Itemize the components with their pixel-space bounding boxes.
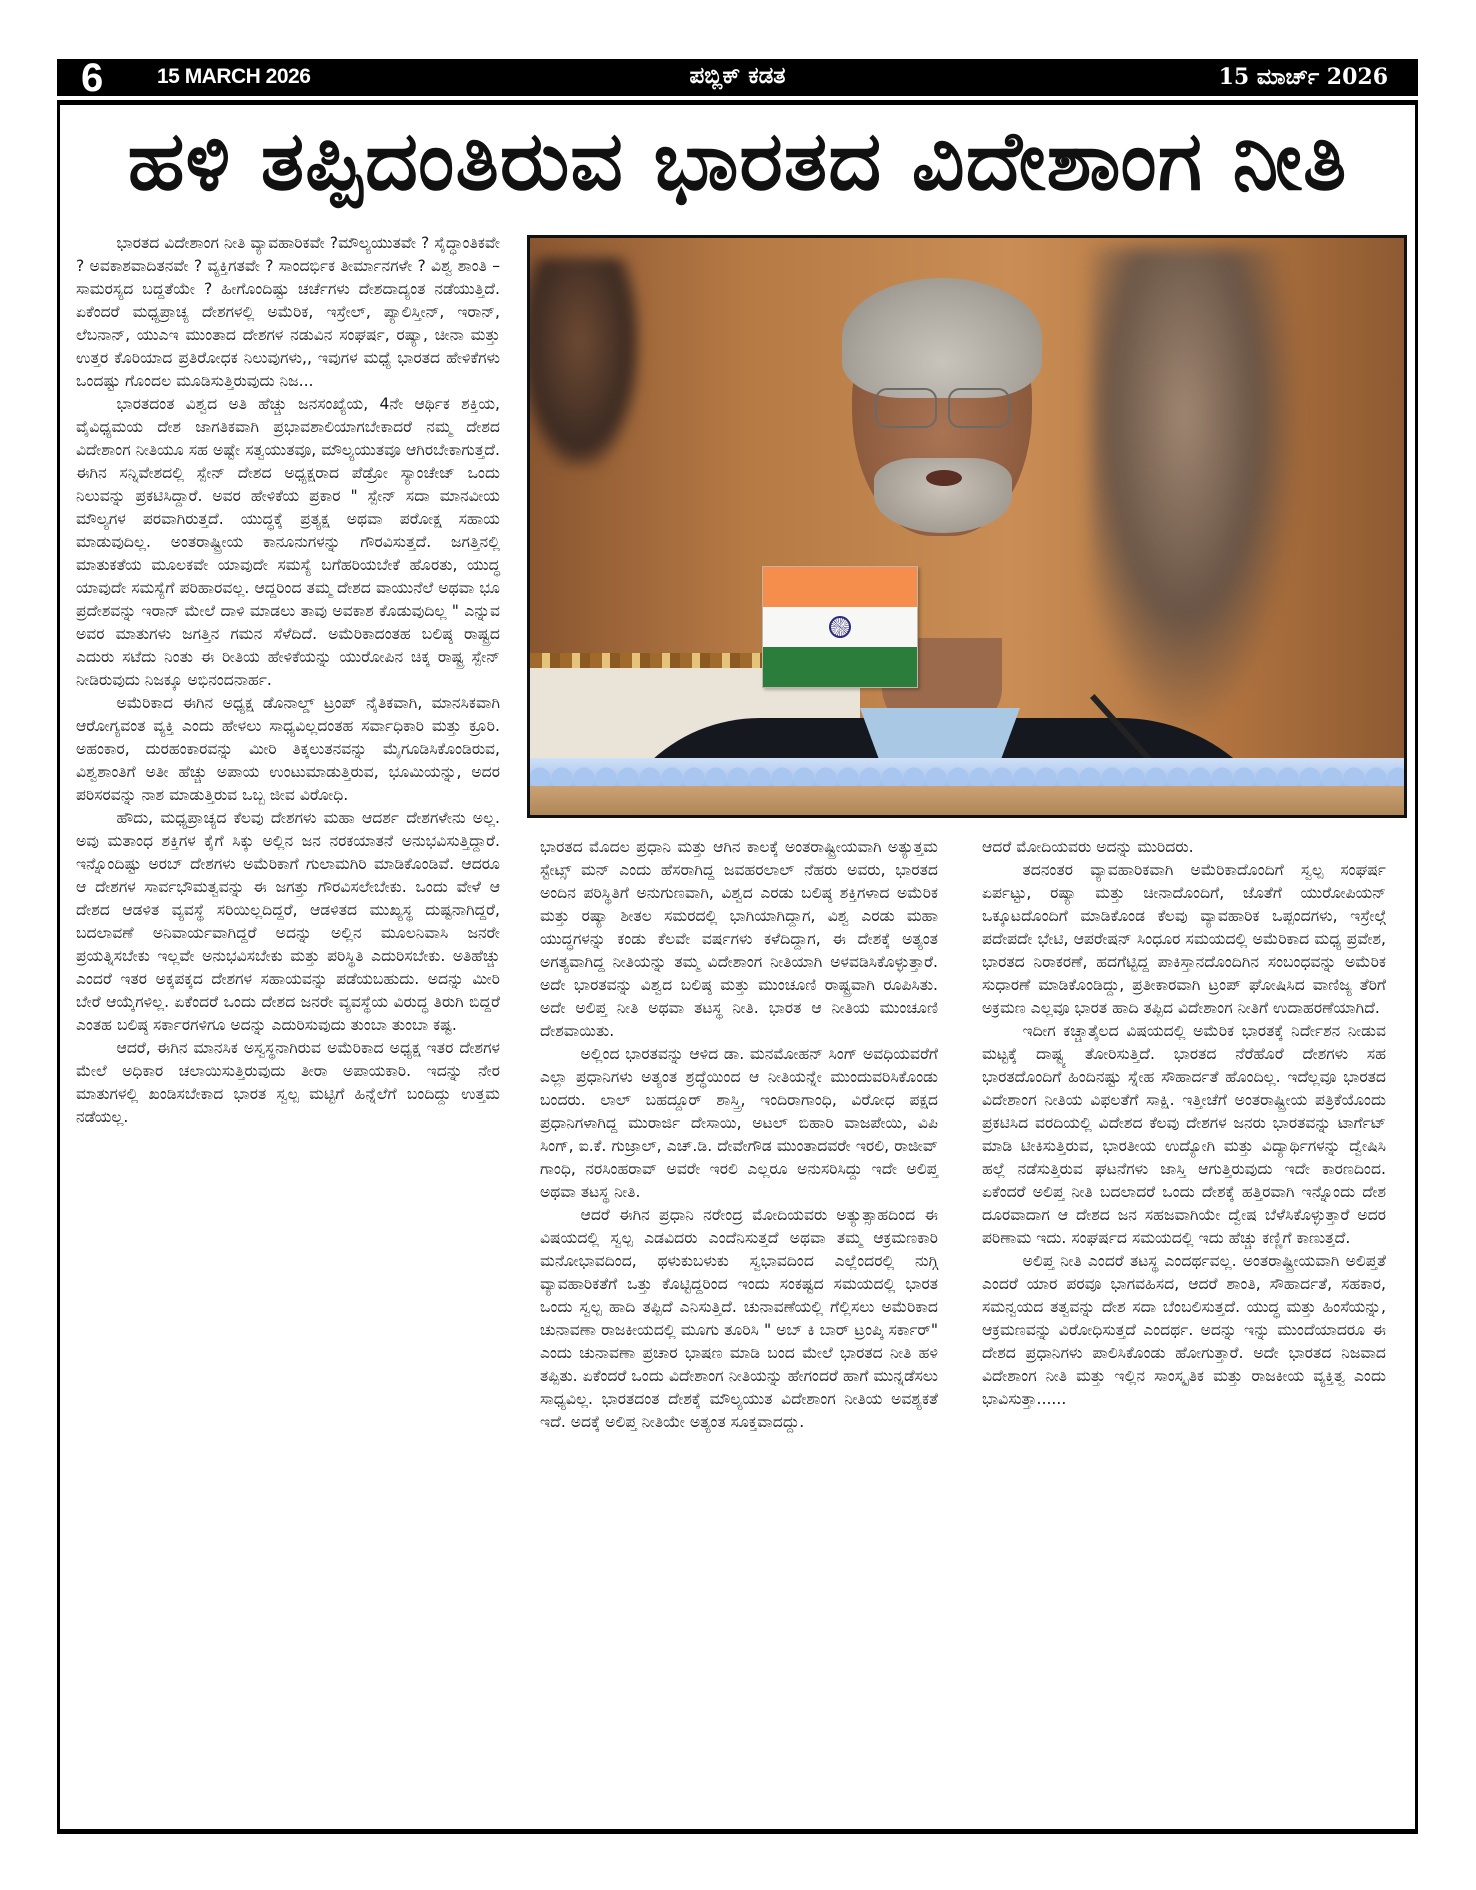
flag-white-stripe bbox=[763, 607, 917, 647]
article-column-1 bbox=[76, 232, 500, 1129]
paragraph: ಆದರೆ ಈಗಿನ ಪ್ರಧಾನಿ ನರೇಂದ್ರ ಮೋದಿಯವರು ಅತ್ಯುತ್ಸಾಹದಿಂದ ಈ ವಿಷಯದಲ್ಲಿ ಸ್ವಲ್ಪ ಎಡವಿದರು ಎಂದೆನಿಸುತ್ತದೆ ಅಥವಾ ತಮ್ಮ ಆಕ್ರಮಣಕಾರಿ ಮನೋಭಾವದಿಂದ, ಥಳುಕುಬಳುಕು ಸ್ವಭಾವದಿಂದ ಎಲ್ಲೆಂದರಲ್ಲಿ ನುಗ್ಗಿ ವ್ಯಾವಹಾರಿಕತೆಗೆ ಒತ್ತು ಕೊಟ್ಟಿದ್ದರಿಂದ ಇಂದು ಸಂಕಷ್ಟದ ಸಮಯದಲ್ಲಿ ಭಾರತ ಒಂದು ಸ್ವಲ್ಪ ಹಾದಿ ತಪ್ಪಿದೆ ಎನಿಸುತ್ತಿದೆ. ಚುನಾವಣೆಯಲ್ಲಿ ಗೆಲ್ಲಿಸಲು ಅಮೆರಿಕಾದ ಚುನಾವಣಾ ರಾಜಕೀಯದಲ್ಲಿ ಮೂಗು ತೂರಿಸಿ " ಅಬ್ ಕಿ ಬಾರ್ ಟ್ರಂಪ್ಕಿ ಸರ್ಕಾರ್" ಎಂದು ಚುನಾವಣಾ ಪ್ರಚಾರ ಭಾಷಣ ಮಾಡಿ ಬಂದ ಮೇಲೆ ಭಾರತದ ನೀತಿ ಹಳಿ ತಪ್ಪಿತು. ಏಕೆಂದರೆ ಒಂದು ವಿದೇಶಾಂಗ ನೀತಿಯನ್ನು ಹೇಗಂದರೆ ಹಾಗೆ ಮುನ್ನಡೆಸಲು ಸಾಧ್ಯವಿಲ್ಲ. ಭಾರತದಂತ ದೇಶಕ್ಕೆ ಮೌಲ್ಯಯುತ ವಿದೇಶಾಂಗ ನೀತಿಯ ಅವಶ್ಯಕತೆ ಇದೆ. ಅದಕ್ಕೆ ಅಲಿಪ್ತ ನೀತಿಯೇ ಅತ್ಯಂತ ಸೂಕ್ತವಾದದ್ದು. bbox=[540, 1206, 938, 1431]
paragraph: ಅಲ್ಲಿಂದ ಭಾರತವನ್ನು ಆಳಿದ ಡಾ. ಮನಮೋಹನ್ ಸಿಂಗ್ ಅವಧಿಯವರೆಗೆ ಎಲ್ಲಾ ಪ್ರಧಾನಿಗಳು ಅತ್ಯಂತ ಶ್ರದ್ಧೆಯಿಂದ ಆ ನೀತಿಯನ್ನೇ ಮುಂದುವರಿಸಿಕೊಂಡು ಬಂದರು. ಲಾಲ್ ಬಹದ್ದೂರ್ ಶಾಸ್ತ್ರಿ, ಇಂದಿರಾಗಾಂಧಿ, ವಿರೋಧ ಪಕ್ಷದ ಪ್ರಧಾನಿಗಳಾಗಿದ್ದ ಮುರಾರ್ಜಿ ದೇಸಾಯಿ, ಅಟಲ್ ಬಿಹಾರಿ ವಾಜಪೇಯಿ, ವಿಪಿ ಸಿಂಗ್, ಐ.ಕೆ. ಗುಜ್ರಾಲ್, ಎಚ್.ಡಿ. ದೇವೇಗೌಡ ಮುಂತಾದವರೇ ಇರಲಿ, ರಾಜೀವ್ ಗಾಂಧಿ, ನರಸಿಂಹರಾವ್ ಅವರೇ ಇರಲಿ ಎಲ್ಲರೂ ಅನುಸರಿಸಿದ್ದು ಇದೇ ಅಲಿಪ್ತ ಅಥವಾ ತಟಸ್ಥ ನೀತಿ. bbox=[540, 1045, 938, 1201]
ashoka-chakra-icon bbox=[829, 616, 851, 638]
paragraph: ಆದರೆ, ಈಗಿನ ಮಾನಸಿಕ ಅಸ್ವಸ್ಥನಾಗಿರುವ ಅಮೆರಿಕಾದ ಅಧ್ಯಕ್ಷ ಇತರ ದೇಶಗಳ ಮೇಲೆ ಅಧಿಕಾರ ಚಲಾಯಿಸುತ್ತಿರುವುದು ತೀರಾ ಅಪಾಯಕಾರಿ. ಇದನ್ನು ನೇರ ಮಾತುಗಳಲ್ಲಿ ಖಂಡಿಸಬೇಕಾದ ಭಾರತ ಸ್ವಲ್ಪ ಮಟ್ಟಿಗೆ ಹಿನ್ನೆಲೆಗೆ ಬಂದಿದ್ದು ಉತ್ತಮ ನಡೆಯಲ್ಲ. bbox=[76, 1039, 500, 1126]
paragraph: ಆದರೆ ಮೋದಿಯವರು ಅದನ್ನು ಮುರಿದರು. bbox=[982, 838, 1194, 856]
article-column-3 bbox=[982, 836, 1386, 1411]
conference-desk bbox=[530, 786, 1404, 818]
paragraph: ಭಾರತದಂತ ವಿಶ್ವದ ಅತಿ ಹೆಚ್ಚು ಜನಸಂಖ್ಯೆಯ, 4ನೇ ಆರ್ಥಿಕ ಶಕ್ತಿಯ, ವೈವಿಧ್ಯಮಯ ದೇಶ ಜಾಗತಿಕವಾಗಿ ಪ್ರಭಾವಶಾಲಿಯಾಗಬೇಕಾದರೆ ನಮ್ಮ ದೇಶದ ವಿದೇಶಾಂಗ ನೀತಿಯೂ ಸಹ ಅಷ್ಟೇ ಸತ್ವಯುತವೂ, ಮೌಲ್ಯಯುತವೂ ಆಗಿರಬೇಕಾಗುತ್ತದೆ. ಈಗಿನ ಸನ್ನಿವೇಶದಲ್ಲಿ ಸ್ಪೇನ್ ದೇಶದ ಅಧ್ಯಕ್ಷರಾದ ಪೆಡ್ರೋ ಸ್ಯಾಂಚೇಜ್ ಒಂದು ನಿಲುವನ್ನು ಪ್ರಕಟಿಸಿದ್ದಾರೆ. ಅವರ ಹೇಳಿಕೆಯ ಪ್ರಕಾರ " ಸ್ಪೇನ್ ಸದಾ ಮಾನವೀಯ ಮೌಲ್ಯಗಳ ಪರವಾಗಿರುತ್ತದೆ. ಯುದ್ಧಕ್ಕೆ ಪ್ರತ್ಯಕ್ಷ ಅಥವಾ ಪರೋಕ್ಷ ಸಹಾಯ ಮಾಡುವುದಿಲ್ಲ. ಅಂತರಾಷ್ಟ್ರೀಯ ಕಾನೂನುಗಳನ್ನು ಗೌರವಿಸುತ್ತದೆ. ಜಗತ್ತಿನಲ್ಲಿ ಮಾತುಕತೆಯ ಮೂಲಕವೇ ಯಾವುದೇ ಸಮಸ್ಯೆ ಬಗೆಹರಿಯಬೇಕೆ ಹೊರತು, ಯುದ್ಧ ಯಾವುದೇ ಸಮಸ್ಯೆಗೆ ಪರಿಹಾರವಲ್ಲ. ಆದ್ದರಿಂದ ತಮ್ಮ ದೇಶದ ವಾಯುನೆಲೆ ಅಥವಾ ಭೂ ಪ್ರದೇಶವನ್ನು ಇರಾನ್ ಮೇಲೆ ದಾಳಿ ಮಾಡಲು ತಾವು ಅವಕಾಶ ಕೊಡುವುದಿಲ್ಲ " ಎನ್ನುವ ಅವರ ಮಾತುಗಳು ಜಗತ್ತಿನ ಗಮನ ಸೆಳೆದಿದೆ. ಅಮೆರಿಕಾದಂತಹ ಬಲಿಷ್ಠ ರಾಷ್ಟ್ರದ ಎದುರು ಸಟೆದು ನಿಂತು ಈ ರೀತಿಯ ಹೇಳಿಕೆಯನ್ನು ಯುರೋಪಿನ ಚಿಕ್ಕ ರಾಷ್ಟ್ರ ಸ್ಪೇನ್ ನೀಡಿರುವುದು ನಿಜಕ್ಕೂ ಅಭಿನಂದನಾರ್ಹ. bbox=[76, 395, 500, 689]
date-kannada: 15 ಮಾರ್ಚ್ 2026 bbox=[1218, 64, 1388, 90]
background-person-right bbox=[1090, 248, 1300, 728]
paragraph: ತದನಂತರ ವ್ಯಾವಹಾರಿಕವಾಗಿ ಅಮೆರಿಕಾದೊಂದಿಗೆ ಸ್ವಲ್ಪ ಸಂಘರ್ಷ ಏರ್ಪಟ್ಟು, ರಷ್ಯಾ ಮತ್ತು ಚೀನಾದೊಂದಿಗೆ, ಜೊತೆಗೆ ಯುರೋಪಿಯನ್ ಒಕ್ಕೂಟದೊಂದಿಗೆ ಮಾಡಿಕೊಂಡ ಕೆಲವು ವ್ಯಾವಹಾರಿಕ ಒಪ್ಪಂದಗಳು, ಇಸ್ರೇಲ್ಗೆ ಪದೇಪದೇ ಭೇಟಿ, ಆಪರೇಷನ್ ಸಿಂಧೂರ ಸಮಯದಲ್ಲಿ ಅಮೆರಿಕಾದ ಮಧ್ಯ ಪ್ರವೇಶ, ಭಾರತದ ನಿರಾಕರಣೆ, ಹದಗೆಟ್ಟಿದ್ದ ಪಾಕಿಸ್ತಾನದೊಂದಿಗಿನ ಸಂಬಂಧವನ್ನು ಅಮೆರಿಕ ಸುಧಾರಣೆ ಮಾಡಿಕೊಂಡಿದ್ದು, ಪ್ರತೀಕಾರವಾಗಿ ಟ್ರಂಪ್ ಘೋಷಿಸಿದ ವಾಣಿಜ್ಯ ತೆರಿಗೆ ಅಕ್ರಮಣ ಎಲ್ಲವೂ ಭಾರತ ಹಾದಿ ತಪ್ಪಿದ ವಿದೇಶಾಂಗ ನೀತಿಗೆ ಉದಾಹರಣೆಯಾಗಿದೆ. bbox=[982, 861, 1386, 1017]
paragraph: ಇದೀಗ ಕಚ್ಚಾತೈಲದ ವಿಷಯದಲ್ಲಿ ಅಮೆರಿಕ ಭಾರತಕ್ಕೆ ನಿರ್ದೇಶನ ನೀಡುವ ಮಟ್ಟಕ್ಕೆ ದಾಷ್ಟ್ಯ ತೋರಿಸುತ್ತಿದೆ. ಭಾರತದ ನೆರೆಹೊರೆ ದೇಶಗಳು ಸಹ ಭಾರತದೊಂದಿಗೆ ಹಿಂದಿನಷ್ಟು ಸ್ನೇಹ ಸೌಹಾರ್ದತೆ ಹೊಂದಿಲ್ಲ. ಇದೆಲ್ಲವೂ ಭಾರತದ ವಿದೇಶಾಂಗ ನೀತಿಯ ವಿಫಲತೆಗೆ ಸಾಕ್ಷಿ. ಇತ್ತೀಚೆಗೆ ಅಂತರಾಷ್ಟ್ರೀಯ ಪತ್ರಿಕೆಯೊಂದು ಪ್ರಕಟಿಸಿದ ವರದಿಯಲ್ಲಿ ವಿದೇಶದ ಕೆಲವು ದೇಶಗಳ ಜನರು ಭಾರತವನ್ನು ಟಾರ್ಗೆಟ್ ಮಾಡಿ ಟೀಕಿಸುತ್ತಿರುವ, ಭಾರತೀಯ ಉದ್ಯೋಗಿ ಮತ್ತು ವಿದ್ಯಾರ್ಥಿಗಳನ್ನು ದ್ವೇಷಿಸಿ ಹಲ್ಲೆ ನಡೆಸುತ್ತಿರುವ ಘಟನೆಗಳು ಜಾಸ್ತಿ ಆಗುತ್ತಿರುವುದು ಇದೇ ಕಾರಣದಿಂದ. ಏಕೆಂದರೆ ಅಲಿಪ್ತ ನೀತಿ ಬದಲಾದರೆ ಒಂದು ದೇಶಕ್ಕೆ ಹತ್ತಿರವಾಗಿ ಇನ್ನೊಂದು ದೇಶ ದೂರವಾದಾಗ ಆ ದೇಶದ ಜನ ಸಹಜವಾಗಿಯೇ ದ್ವೇಷ ಬೆಳೆಸಿಕೊಳ್ಳುತ್ತಾರೆ ಅದರ ಪರಿಣಾಮ ಇದು. ಸಂಘರ್ಷದ ಸಮಯದಲ್ಲಿ ಇದು ಹೆಚ್ಚು ಕಣ್ಣಿಗೆ ಕಾಣುತ್ತದೆ. bbox=[982, 1022, 1386, 1247]
glasses-icon bbox=[875, 388, 937, 428]
article-headline: ಹಳಿ ತಪ್ಪಿದಂತಿರುವ ಭಾರತದ ವಿದೇಶಾಂಗ ನೀತಿ bbox=[127, 114, 1348, 209]
date-english: 15 MARCH 2026 bbox=[157, 65, 311, 88]
newspaper-name: ಪಬ್ಲಿಕ್ ಕಡತ bbox=[689, 63, 786, 89]
article-photo bbox=[527, 235, 1407, 818]
article-column-2 bbox=[540, 836, 938, 1434]
masthead-bar bbox=[57, 56, 1418, 100]
paragraph: ಅಮೆರಿಕಾದ ಈಗಿನ ಅಧ್ಯಕ್ಷ ಡೊನಾಲ್ಡ್ ಟ್ರಂಪ್ ನೈತಿಕವಾಗಿ, ಮಾನಸಿಕವಾಗಿ ಆರೋಗ್ಯವಂತ ವ್ಯಕ್ತಿ ಎಂದು ಹೇಳಲು ಸಾಧ್ಯವಿಲ್ಲದಂತಹ ಸರ್ವಾಧಿಕಾರಿ ಮತ್ತು ಕ್ರೂರಿ. ಅಹಂಕಾರ, ದುರಹಂಕಾರವನ್ನು ಮೀರಿ ತಿಕ್ಕಲುತನವನ್ನು ಮೈಗೂಡಿಸಿಕೊಂಡಿರುವ, ವಿಶ್ವಶಾಂತಿಗೆ ಅತೀ ಹೆಚ್ಚು ಅಪಾಯ ಉಂಟುಮಾಡುತ್ತಿರುವ, ಭೂಮಿಯನ್ನು, ಅದರ ಪರಿಸರವನ್ನು ನಾಶ ಮಾಡುತ್ತಿರುವ ಒಬ್ಬ ಜೀವ ವಿರೋಧಿ. bbox=[76, 694, 500, 804]
paragraph: ಭಾರತದ ವಿದೇಶಾಂಗ ನೀತಿ ವ್ಯಾವಹಾರಿಕವೇ ?ಮೌಲ್ಯಯುತವೇ ? ಸೈದ್ಧಾಂತಿಕವೇ ? ಅವಕಾಶವಾದಿತನವೇ ? ವ್ಯಕ್ತಿಗತವೇ ? ಸಾಂದರ್ಭಿಕ ತೀರ್ಮಾನಗಳೇ ? ವಿಶ್ವ ಶಾಂತಿ – ಸಾಮರಸ್ಯದ ಬದ್ದತೆಯೇ ? ಹೀಗೊಂದಿಷ್ಟು ಚರ್ಚೆಗಳು ದೇಶದಾದ್ಯಂತ ನಡೆಯುತ್ತಿದೆ. ಏಕೆಂದರೆ ಮಧ್ಯಪ್ರಾಚ್ಯ ದೇಶಗಳಲ್ಲಿ ಅಮೆರಿಕ, ಇಸ್ರೇಲ್, ಪ್ಯಾಲಿಸ್ತೀನ್, ಇರಾನ್, ಲೆಬನಾನ್, ಯುಎಇ ಮುಂತಾದ ದೇಶಗಳ ನಡುವಿನ ಸಂಘರ್ಷ, ರಷ್ಯಾ, ಚೀನಾ ಮತ್ತು ಉತ್ತರ ಕೊರಿಯಾದ ಪ್ರತಿರೋಧಕ ನಿಲುವುಗಳು,, ಇವುಗಳ ಮಧ್ಯೆ ಭಾರತದ ಹೇಳಿಕೆಗಳು ಒಂದಷ್ಟು ಗೊಂದಲ ಮೂಡಿಸುತ್ತಿರುವುದು ನಿಜ... bbox=[76, 234, 500, 390]
paragraph: ಅಲಿಪ್ತ ನೀತಿ ಎಂದರೆ ತಟಸ್ಥ ಎಂದರ್ಥವಲ್ಲ. ಅಂತರಾಷ್ಟ್ರೀಯವಾಗಿ ಅಲಿಪ್ತತೆ ಎಂದರೆ ಯಾರ ಪರವೂ ಭಾಗವಹಿಸದ, ಆದರೆ ಶಾಂತಿ, ಸೌಹಾರ್ದತೆ, ಸಹಕಾರ, ಸಮನ್ವಯದ ತತ್ವವನ್ನು ದೇಶ ಸದಾ ಬೆಂಬಲಿಸುತ್ತದೆ. ಯುದ್ಧ ಮತ್ತು ಹಿಂಸೆಯನ್ನು, ಆಕ್ರಮಣವನ್ನು ವಿರೋಧಿಸುತ್ತದೆ ಎಂದರ್ಥ. ಅದನ್ನು ಇನ್ನು ಮುಂದೆಯಾದರೂ ಈ ದೇಶದ ಪ್ರಧಾನಿಗಳು ಪಾಲಿಸಿಕೊಂಡು ಹೋಗುತ್ತಾರೆ. ಅದೇ ಭಾರತದ ನಿಜವಾದ ವಿದೇಶಾಂಗ ನೀತಿ ಮತ್ತು ಇಲ್ಲಿನ ಸಾಂಸ್ಕೃತಿಕ ಮತ್ತು ರಾಜಕೀಯ ವ್ಯಕ್ತಿತ್ವ ಎಂದು ಭಾವಿಸುತ್ತಾ...... bbox=[982, 1252, 1386, 1408]
paragraph: ಹೌದು, ಮಧ್ಯಪ್ರಾಚ್ಯದ ಕೆಲವು ದೇಶಗಳು ಮಹಾ ಆದರ್ಶ ದೇಶಗಳೇನು ಅಲ್ಲ. ಅವು ಮತಾಂಧ ಶಕ್ತಿಗಳ ಕೈಗೆ ಸಿಕ್ಕು ಅಲ್ಲಿನ ಜನ ನರಕಯಾತನೆ ಅನುಭವಿಸುತ್ತಿದ್ದಾರೆ. ಇನ್ನೊಂದಿಷ್ಟು ಅರಬ್ ದೇಶಗಳು ಅಮೆರಿಕಾಗೆ ಗುಲಾಮಗಿರಿ ಮಾಡಿಕೊಂಡಿವೆ. ಆದರೂ ಆ ದೇಶಗಳ ಸಾರ್ವಭೌಮತ್ವವನ್ನು ಈ ಜಗತ್ತು ಗೌರವಿಸಲೇಬೇಕು. ಒಂದು ವೇಳೆ ಆ ದೇಶದ ಆಡಳಿತ ವ್ಯವಸ್ಥೆ ಸರಿಯಿಲ್ಲದಿದ್ದರೆ, ಆಡಳಿತದ ಮುಖ್ಯಸ್ಥ ದುಷ್ಟನಾಗಿದ್ದರೆ, ಬದಲಾವಣೆ ಅನಿವಾರ್ಯವಾಗಿದ್ದರೆ ಅದನ್ನು ಅಲ್ಲಿನ ಮೂಲನಿವಾಸಿ ಜನರೇ ಪ್ರಯತ್ನಿಸಬೇಕು ಇಲ್ಲವೇ ಅನುಭವಿಸಬೇಕು ಮತ್ತು ಪರಿಸ್ಥಿತಿ ಎದುರಿಸಬೇಕು. ಅತಿಹೆಚ್ಚು ಎಂದರೆ ಇತರ ಅಕ್ಕಪಕ್ಕದ ದೇಶಗಳ ಸಹಾಯವನ್ನು ಪಡೆಯಬಹುದು. ಅದನ್ನು ಮೀರಿ ಬೇರೆ ಆಯ್ಕೆಗಳಿಲ್ಲ. ಏಕೆಂದರೆ ಒಂದು ದೇಶದ ಜನರೇ ವ್ಯವಸ್ಥೆಯ ವಿರುದ್ಧ ತಿರುಗಿ ಬಿದ್ದರೆ ಎಂತಹ ಬಲಿಷ್ಠ ಸರ್ಕಾರಗಳಿಗೂ ಅದನ್ನು ಎದುರಿಸುವುದು ತುಂಬಾ ತುಂಬಾ ಕಷ್ಟ. bbox=[76, 809, 500, 1034]
paragraph: ಭಾರತದ ಮೊದಲ ಪ್ರಧಾನಿ ಮತ್ತು ಆಗಿನ ಕಾಲಕ್ಕೆ ಅಂತರಾಷ್ಟ್ರೀಯವಾಗಿ ಅತ್ಯುತ್ತಮ ಸ್ಟೇಟ್ಸ್ ಮನ್ ಎಂದು ಹೆಸರಾಗಿದ್ದ ಜವಹರಲಾಲ್ ನೆಹರು ಅವರು, ಭಾರತದ ಅಂದಿನ ಪರಿಸ್ಥಿತಿಗೆ ಅನುಗುಣವಾಗಿ, ವಿಶ್ವದ ಎರಡು ಬಲಿಷ್ಠ ಶಕ್ತಿಗಳಾದ ಅಮೆರಿಕ ಮತ್ತು ರಷ್ಯಾ ಶೀತಲ ಸಮರದಲ್ಲಿ ಭಾಗಿಯಾಗಿದ್ದಾಗ, ವಿಶ್ವ ಎರಡು ಮಹಾ ಯುದ್ಧಗಳನ್ನು ಕಂಡು ಕೆಲವೇ ವರ್ಷಗಳು ಕಳೆದಿದ್ದಾಗ, ಈ ದೇಶಕ್ಕೆ ಅತ್ಯಂತ ಅಗತ್ಯವಾಗಿದ್ದ ನೀತಿಯನ್ನು ತಮ್ಮ ವಿದೇಶಾಂಗ ನೀತಿಯಾಗಿ ಅಳವಡಿಸಿಕೊಳ್ಳುತ್ತಾರೆ. ಅದೇ ಭಾರತವನ್ನು ವಿಶ್ವದ ಬಲಿಷ್ಠ ಮತ್ತು ಮುಂಚೂಣಿ ರಾಷ್ಟ್ರವಾಗಿ ರೂಪಿಸಿತು. ಅದೇ ಅಲಿಪ್ತ ನೀತಿ ಅಥವಾ ತಟಸ್ಥ ನೀತಿ. ಭಾರತ ಆ ನೀತಿಯ ಮುಂಚೂಣಿ ದೇಶವಾಯಿತು. bbox=[540, 838, 938, 1040]
speaker-mouth bbox=[926, 470, 962, 486]
page-number: 6 bbox=[81, 56, 104, 100]
glasses-icon bbox=[948, 388, 1010, 428]
flag-green-stripe bbox=[763, 647, 917, 687]
speaker-hair bbox=[842, 278, 1042, 398]
background-person-left bbox=[527, 258, 640, 468]
flag-saffron-stripe bbox=[763, 567, 917, 607]
indian-flag-icon bbox=[762, 566, 918, 688]
